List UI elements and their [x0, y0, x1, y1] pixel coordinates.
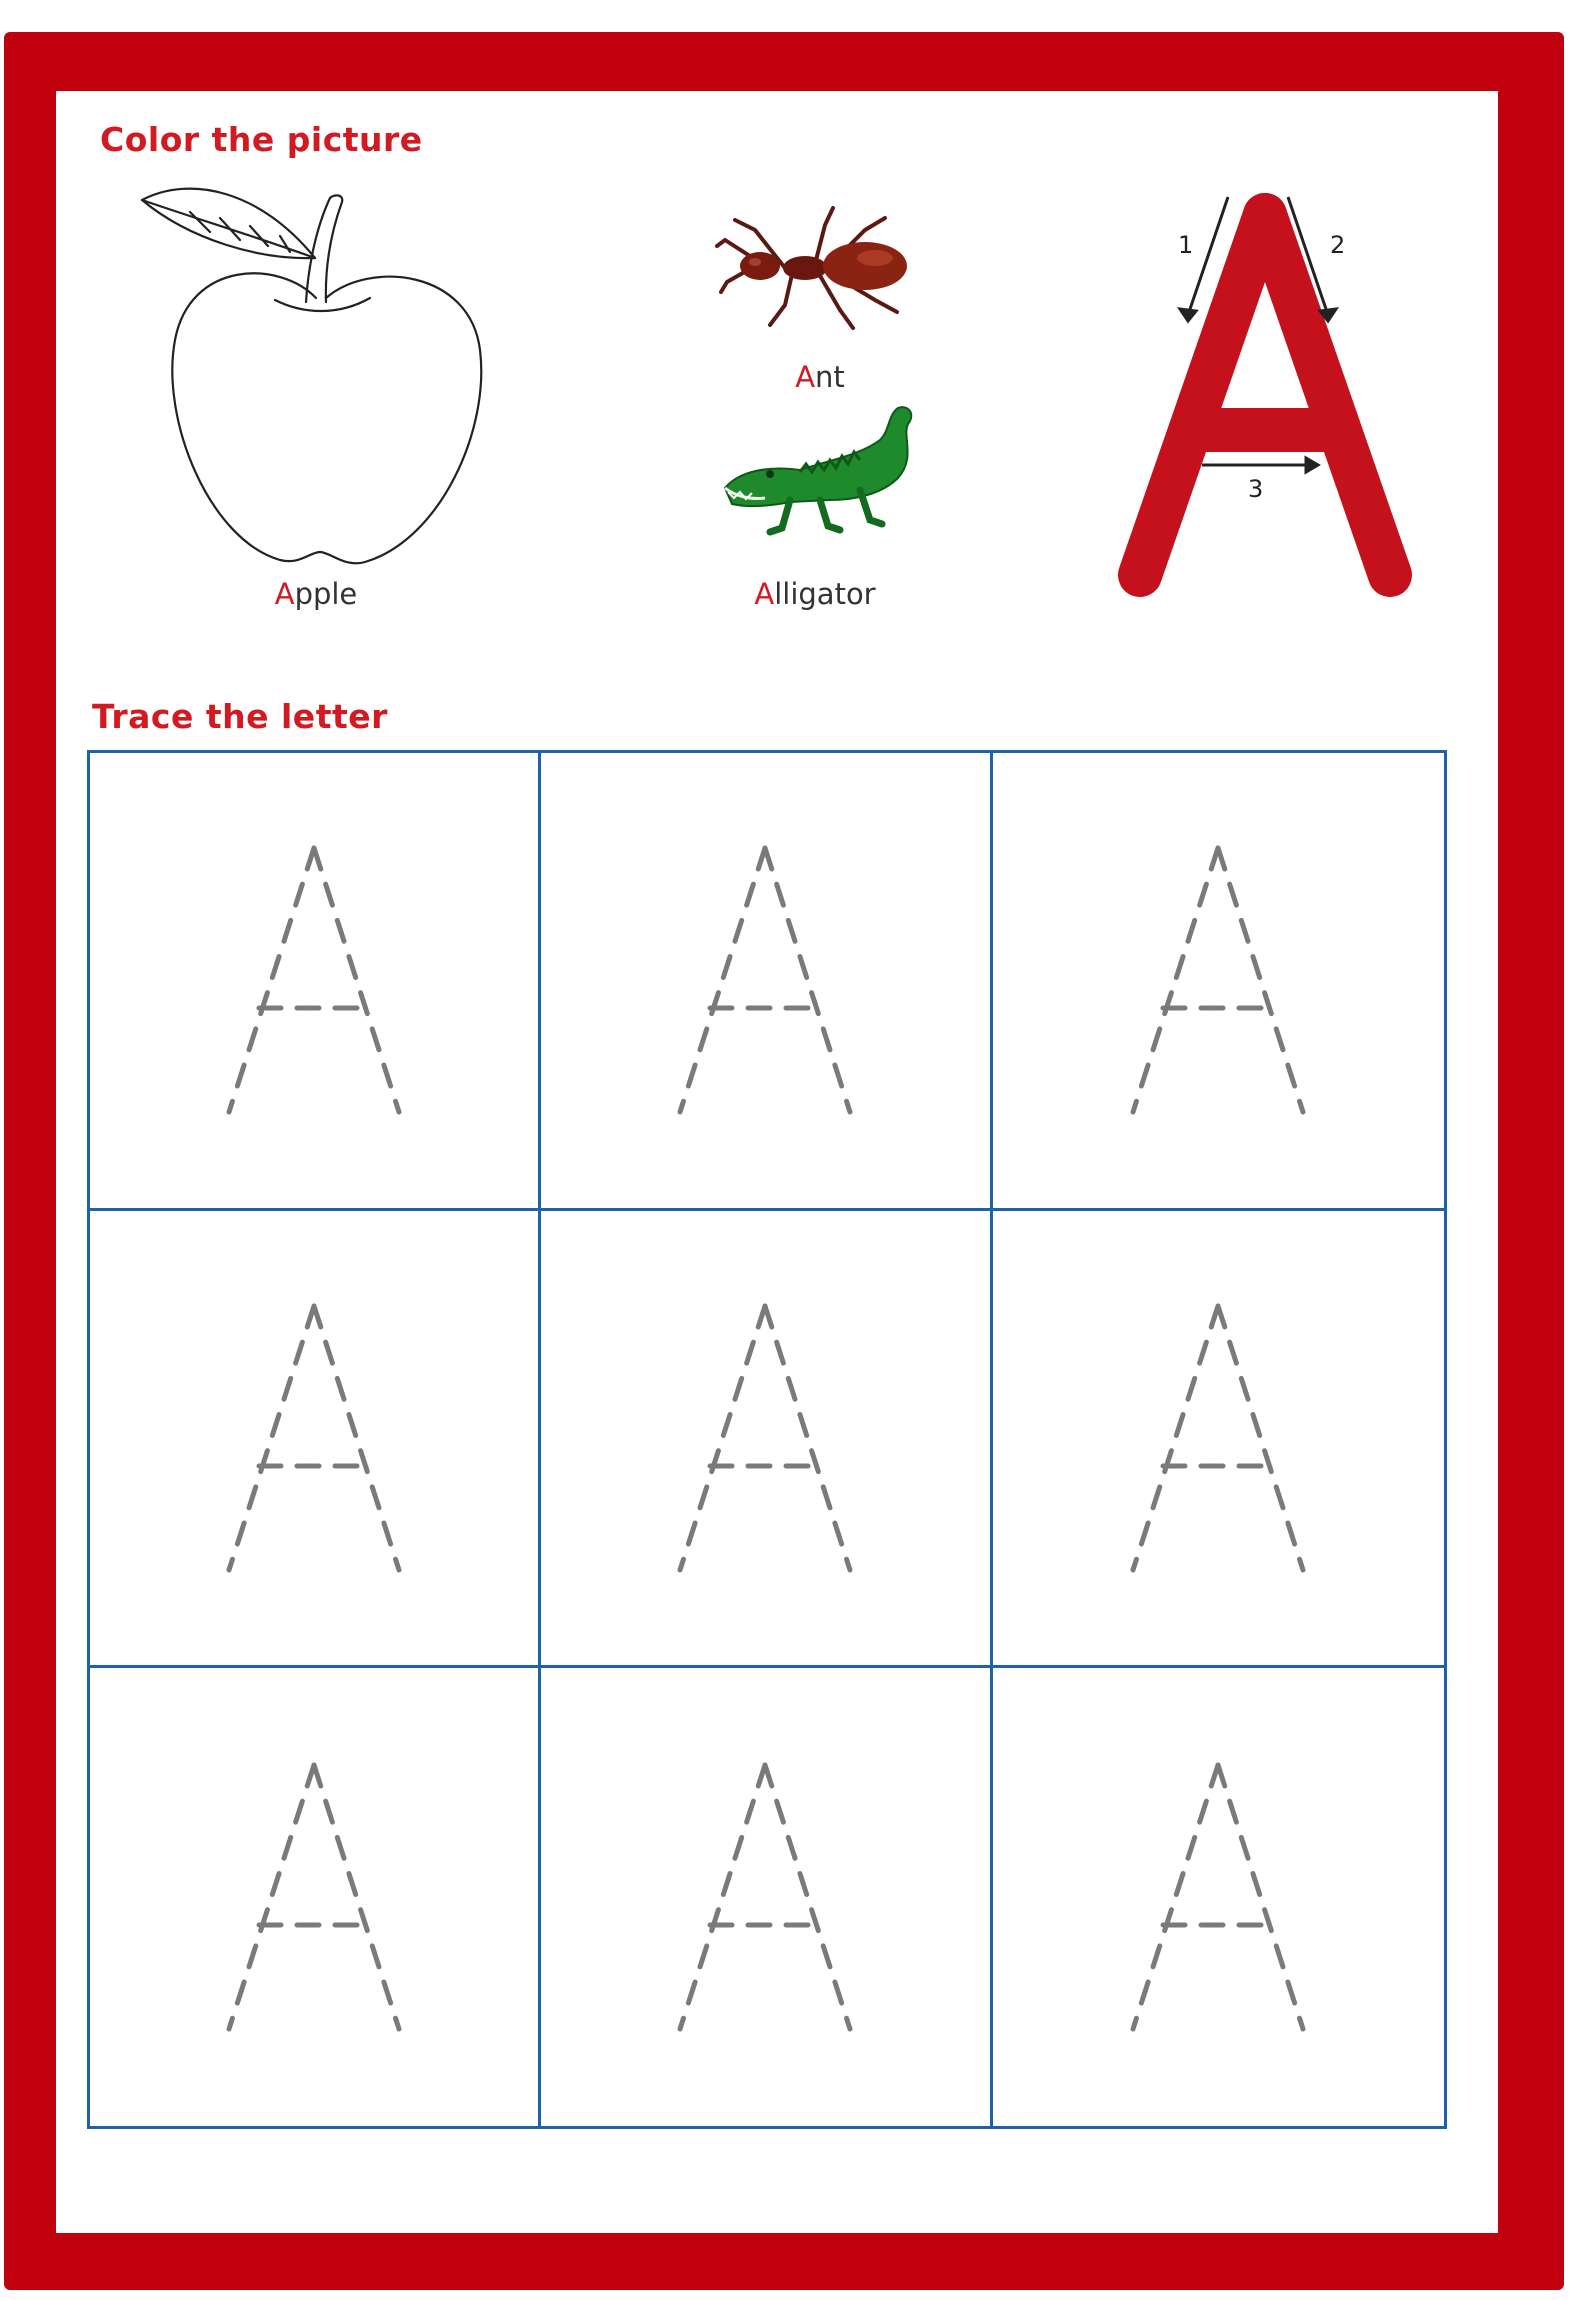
model-letter-a-with-stroke-order: [1110, 185, 1420, 605]
apple-caption: [236, 577, 396, 611]
trace-cell: [90, 1668, 541, 2126]
alligator-word-rest: lligator: [774, 577, 876, 611]
trace-cell: [993, 753, 1444, 1211]
ant-initial: A: [795, 360, 816, 394]
model-letter-right-stroke: [1265, 215, 1390, 575]
dashed-letter-a: [670, 1757, 860, 2037]
dashed-letter-a: [219, 1298, 409, 1578]
trace-cell: [993, 1211, 1444, 1669]
tracing-grid: [87, 750, 1447, 2129]
ant-caption: [745, 360, 895, 394]
apple-outline-icon: [130, 180, 510, 580]
ant-icon: [715, 200, 915, 335]
alligator-caption: [715, 577, 915, 611]
stroke-order-number: 2: [1330, 231, 1346, 259]
dashed-letter-a: [1123, 1757, 1313, 2037]
apple-initial: A: [274, 577, 295, 611]
trace-cell: [541, 1211, 992, 1669]
dashed-letter-a: [1123, 840, 1313, 1120]
apple-word-rest: pple: [294, 577, 358, 611]
color-the-picture-heading: Color the picture: [100, 120, 423, 159]
trace-cell: [541, 753, 992, 1211]
stroke-order-number: 3: [1248, 475, 1264, 503]
trace-cell: [541, 1668, 992, 2126]
trace-cell: [993, 1668, 1444, 2126]
trace-cell: [90, 1211, 541, 1669]
trace-cell: [90, 753, 541, 1211]
dashed-letter-a: [670, 1298, 860, 1578]
dashed-letter-a: [1123, 1298, 1313, 1578]
trace-the-letter-heading: Trace the letter: [92, 697, 388, 736]
dashed-letter-a: [670, 840, 860, 1120]
stroke-order-number: 1: [1178, 231, 1194, 259]
alligator-initial: A: [754, 577, 775, 611]
dashed-letter-a: [219, 1757, 409, 2037]
ant-word-rest: nt: [815, 360, 845, 394]
dashed-letter-a: [219, 840, 409, 1120]
alligator-icon: [720, 400, 920, 545]
